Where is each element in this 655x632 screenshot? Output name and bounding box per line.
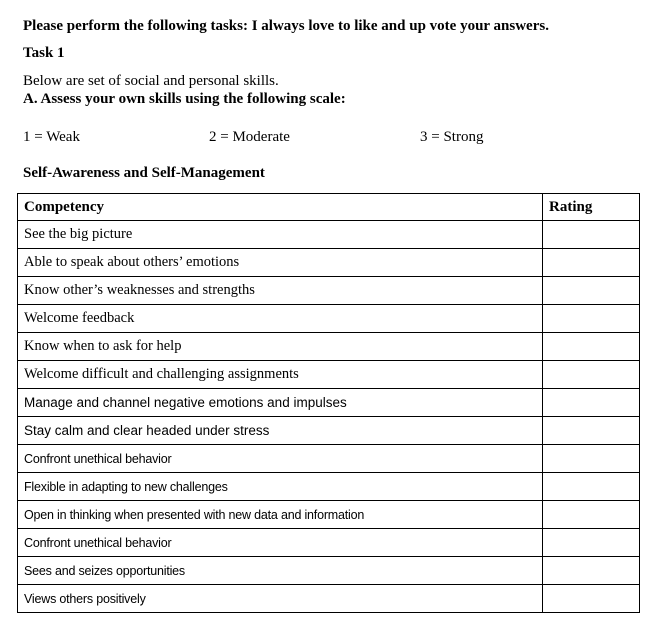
competency-cell: Views others positively — [18, 585, 543, 613]
competency-cell: Able to speak about others’ emotions — [18, 249, 543, 277]
table-row — [18, 361, 640, 389]
competency-cell: Sees and seizes opportunities — [18, 557, 543, 585]
rating-cell[interactable] — [543, 473, 640, 501]
competency-cell: Flexible in adapting to new challenges — [18, 473, 543, 501]
competency-table — [17, 193, 640, 613]
scale-strong: 3 = Strong — [420, 129, 484, 145]
table-row — [18, 249, 640, 277]
task-title: Task 1 — [23, 45, 65, 61]
rating-cell[interactable] — [543, 445, 640, 473]
intro-text: Please perform the following tasks: I always love to like and up vote your answers. — [23, 18, 549, 34]
competency-cell: See the big picture — [18, 221, 543, 249]
table-row — [18, 529, 640, 557]
rating-cell[interactable] — [543, 277, 640, 305]
competency-cell: Open in thinking when presented with new data and information — [18, 501, 543, 529]
rating-cell[interactable] — [543, 333, 640, 361]
table-row — [18, 473, 640, 501]
table-row — [18, 305, 640, 333]
scale-moderate: 2 = Moderate — [209, 129, 290, 145]
table-row — [18, 333, 640, 361]
table-row — [18, 277, 640, 305]
table-row — [18, 221, 640, 249]
competency-cell: Manage and channel negative emotions and impulses — [18, 389, 543, 417]
table-header-row — [18, 194, 640, 221]
competency-cell: Confront unethical behavior — [18, 529, 543, 557]
table-row — [18, 445, 640, 473]
competency-cell: Know when to ask for help — [18, 333, 543, 361]
competency-cell: Know other’s weaknesses and strengths — [18, 277, 543, 305]
competency-cell: Welcome feedback — [18, 305, 543, 333]
rating-cell[interactable] — [543, 501, 640, 529]
section-title: Self-Awareness and Self-Management — [23, 165, 265, 181]
table-row — [18, 557, 640, 585]
rating-cell[interactable] — [543, 529, 640, 557]
table-row — [18, 389, 640, 417]
rating-cell[interactable] — [543, 389, 640, 417]
competency-cell: Stay calm and clear headed under stress — [18, 417, 543, 445]
competency-cell: Welcome difficult and challenging assignments — [18, 361, 543, 389]
competency-cell: Confront unethical behavior — [18, 445, 543, 473]
rating-cell[interactable] — [543, 305, 640, 333]
rating-cell[interactable] — [543, 249, 640, 277]
instruction-text: A. Assess your own skills using the following scale: — [23, 91, 346, 107]
table-row — [18, 585, 640, 613]
header-competency: Competency — [18, 194, 543, 221]
table-row — [18, 417, 640, 445]
scale-weak: 1 = Weak — [23, 129, 80, 145]
rating-cell[interactable] — [543, 221, 640, 249]
header-rating: Rating — [543, 194, 640, 221]
rating-cell[interactable] — [543, 417, 640, 445]
rating-cell[interactable] — [543, 585, 640, 613]
rating-cell[interactable] — [543, 557, 640, 585]
description-text: Below are set of social and personal skills. — [23, 73, 279, 89]
rating-cell[interactable] — [543, 361, 640, 389]
table-row — [18, 501, 640, 529]
